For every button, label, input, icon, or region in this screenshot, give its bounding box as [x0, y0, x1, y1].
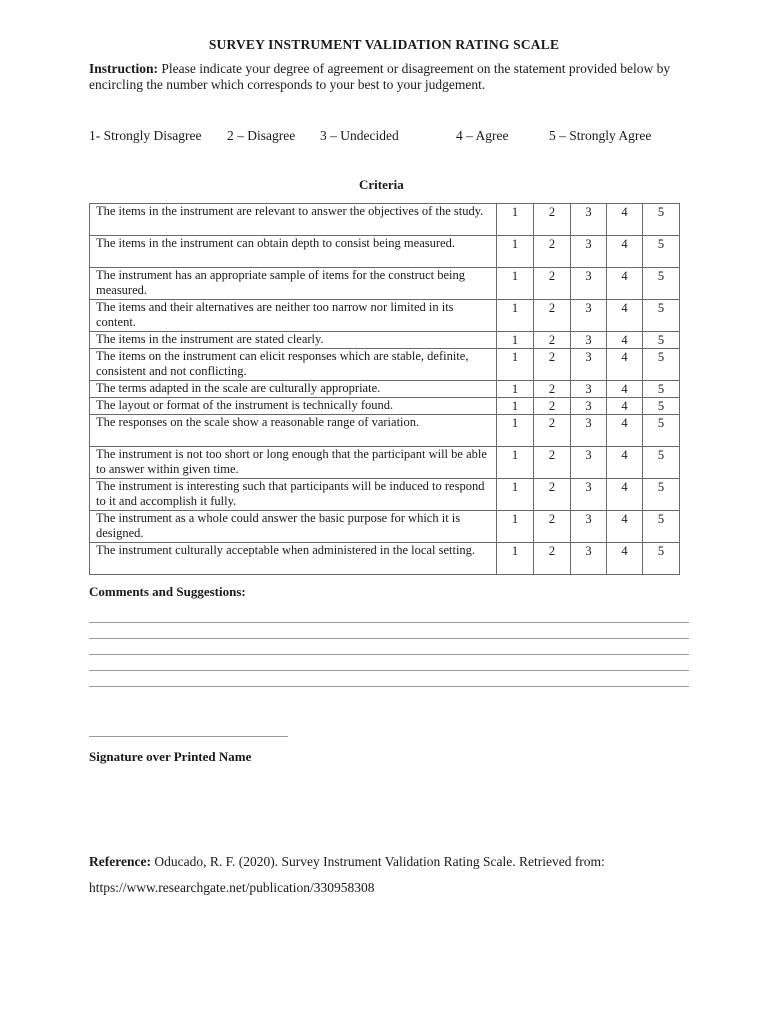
rating-option-1[interactable]: 1 — [497, 511, 534, 543]
criterion-statement: The items in the instrument are relevant to answer the objectives of the study. — [90, 204, 497, 236]
instruction-paragraph — [89, 61, 689, 93]
comment-line[interactable] — [89, 622, 689, 623]
table-row — [90, 332, 680, 349]
comment-line[interactable] — [89, 638, 689, 639]
rating-option-4[interactable]: 4 — [607, 447, 643, 479]
criterion-statement: The items in the instrument can obtain depth to consist being measured. — [90, 236, 497, 268]
rating-option-3[interactable]: 3 — [571, 415, 607, 447]
rating-option-1[interactable]: 1 — [497, 268, 534, 300]
table-row — [90, 268, 680, 300]
rating-option-1[interactable]: 1 — [497, 479, 534, 511]
rating-option-3[interactable]: 3 — [571, 268, 607, 300]
rating-option-2[interactable]: 2 — [534, 204, 571, 236]
rating-option-3[interactable]: 3 — [571, 300, 607, 332]
scale-item-5: 5 – Strongly Agree — [549, 128, 652, 143]
rating-option-3[interactable]: 3 — [571, 349, 607, 381]
criterion-statement: The terms adapted in the scale are culturally appropriate. — [90, 381, 497, 398]
criterion-statement: The responses on the scale show a reasonable range of variation. — [90, 415, 497, 447]
scale-item-1: 1- Strongly Disagree — [89, 128, 202, 143]
rating-option-5[interactable]: 5 — [643, 447, 680, 479]
table-row — [90, 236, 680, 268]
rating-option-3[interactable]: 3 — [571, 332, 607, 349]
criterion-statement: The items and their alternatives are neither too narrow nor limited in its content. — [90, 300, 497, 332]
rating-option-3[interactable]: 3 — [571, 479, 607, 511]
rating-option-1[interactable]: 1 — [497, 543, 534, 575]
rating-option-5[interactable]: 5 — [643, 268, 680, 300]
rating-option-2[interactable]: 2 — [534, 543, 571, 575]
criterion-statement: The instrument is interesting such that participants will be induced to respond to it and accomplish it fully. — [90, 479, 497, 511]
criterion-statement: The instrument as a whole could answer the basic purpose for which it is designed. — [90, 511, 497, 543]
rating-option-4[interactable]: 4 — [607, 511, 643, 543]
rating-option-1[interactable]: 1 — [497, 349, 534, 381]
rating-option-4[interactable]: 4 — [607, 415, 643, 447]
rating-option-4[interactable]: 4 — [607, 204, 643, 236]
rating-option-3[interactable]: 3 — [571, 447, 607, 479]
rating-option-2[interactable]: 2 — [534, 236, 571, 268]
instruction-label: Instruction: — [89, 61, 159, 76]
signature-label: Signature over Printed Name — [89, 749, 252, 764]
rating-option-5[interactable]: 5 — [643, 543, 680, 575]
criterion-statement: The items in the instrument are stated clearly. — [90, 332, 497, 349]
table-row — [90, 447, 680, 479]
rating-option-1[interactable]: 1 — [497, 381, 534, 398]
rating-option-1[interactable]: 1 — [497, 398, 534, 415]
rating-option-5[interactable]: 5 — [643, 204, 680, 236]
criterion-statement: The items on the instrument can elicit responses which are stable, definite, consistent and not conflicting. — [90, 349, 497, 381]
scale-item-2: 2 – Disagree — [227, 128, 296, 143]
rating-option-4[interactable]: 4 — [607, 349, 643, 381]
table-row — [90, 381, 680, 398]
instruction-text: Please indicate your degree of agreement or disagreement on the statement provided below by encircling the number which corresponds to your best to your judgement. — [89, 61, 671, 92]
rating-option-4[interactable]: 4 — [607, 332, 643, 349]
rating-option-3[interactable]: 3 — [571, 204, 607, 236]
rating-option-4[interactable]: 4 — [607, 398, 643, 415]
rating-option-4[interactable]: 4 — [607, 381, 643, 398]
signature-line[interactable] — [89, 736, 288, 737]
rating-option-1[interactable]: 1 — [497, 332, 534, 349]
rating-option-2[interactable]: 2 — [534, 300, 571, 332]
rating-option-3[interactable]: 3 — [571, 236, 607, 268]
scale-item-4: 4 – Agree — [456, 128, 509, 143]
rating-table — [89, 203, 680, 575]
rating-option-5[interactable]: 5 — [643, 236, 680, 268]
table-row — [90, 511, 680, 543]
rating-option-5[interactable]: 5 — [643, 398, 680, 415]
table-row — [90, 349, 680, 381]
comment-line[interactable] — [89, 654, 689, 655]
rating-option-2[interactable]: 2 — [534, 479, 571, 511]
rating-option-2[interactable]: 2 — [534, 381, 571, 398]
criterion-statement: The instrument has an appropriate sample of items for the construct being measured. — [90, 268, 497, 300]
document-title: SURVEY INSTRUMENT VALIDATION RATING SCALE — [208, 37, 560, 52]
rating-option-2[interactable]: 2 — [534, 447, 571, 479]
reference-text: Oducado, R. F. (2020). Survey Instrument Validation Rating Scale. Retrieved from: — [154, 854, 605, 869]
table-row — [90, 398, 680, 415]
comments-heading: Comments and Suggestions: — [89, 584, 246, 599]
reference-label: Reference: — [89, 854, 151, 869]
rating-option-3[interactable]: 3 — [571, 511, 607, 543]
rating-option-4[interactable]: 4 — [607, 236, 643, 268]
rating-option-5[interactable]: 5 — [643, 415, 680, 447]
table-row — [90, 543, 680, 575]
table-row — [90, 300, 680, 332]
criterion-statement: The instrument is not too short or long enough that the participant will be able to answer within given time. — [90, 447, 497, 479]
rating-option-4[interactable]: 4 — [607, 479, 643, 511]
rating-option-4[interactable]: 4 — [607, 543, 643, 575]
scale-item-3: 3 – Undecided — [320, 128, 399, 143]
rating-option-5[interactable]: 5 — [643, 349, 680, 381]
rating-option-3[interactable]: 3 — [571, 381, 607, 398]
rating-option-2[interactable]: 2 — [534, 415, 571, 447]
criterion-statement: The instrument culturally acceptable when administered in the local setting. — [90, 543, 497, 575]
rating-option-4[interactable]: 4 — [607, 300, 643, 332]
rating-option-4[interactable]: 4 — [607, 268, 643, 300]
rating-option-5[interactable]: 5 — [643, 381, 680, 398]
criterion-statement: The layout or format of the instrument is technically found. — [90, 398, 497, 415]
rating-option-5[interactable]: 5 — [643, 511, 680, 543]
rating-option-2[interactable]: 2 — [534, 511, 571, 543]
criteria-heading: Criteria — [359, 177, 404, 192]
rating-option-1[interactable]: 1 — [497, 236, 534, 268]
rating-option-3[interactable]: 3 — [571, 543, 607, 575]
rating-option-2[interactable]: 2 — [534, 398, 571, 415]
rating-option-1[interactable]: 1 — [497, 415, 534, 447]
rating-option-1[interactable]: 1 — [497, 300, 534, 332]
comment-line[interactable] — [89, 670, 689, 671]
rating-option-5[interactable]: 5 — [643, 479, 680, 511]
rating-option-5[interactable]: 5 — [643, 332, 680, 349]
table-row — [90, 415, 680, 447]
table-row — [90, 204, 680, 236]
reference-block — [89, 849, 699, 901]
rating-option-2[interactable]: 2 — [534, 332, 571, 349]
rating-option-2[interactable]: 2 — [534, 349, 571, 381]
rating-scale-legend — [89, 128, 689, 146]
rating-option-1[interactable]: 1 — [497, 204, 534, 236]
comment-line[interactable] — [89, 686, 689, 687]
rating-option-2[interactable]: 2 — [534, 268, 571, 300]
table-row — [90, 479, 680, 511]
reference-url[interactable]: https://www.researchgate.net/publication/330958308 — [89, 880, 375, 895]
rating-option-3[interactable]: 3 — [571, 398, 607, 415]
rating-option-1[interactable]: 1 — [497, 447, 534, 479]
rating-option-5[interactable]: 5 — [643, 300, 680, 332]
